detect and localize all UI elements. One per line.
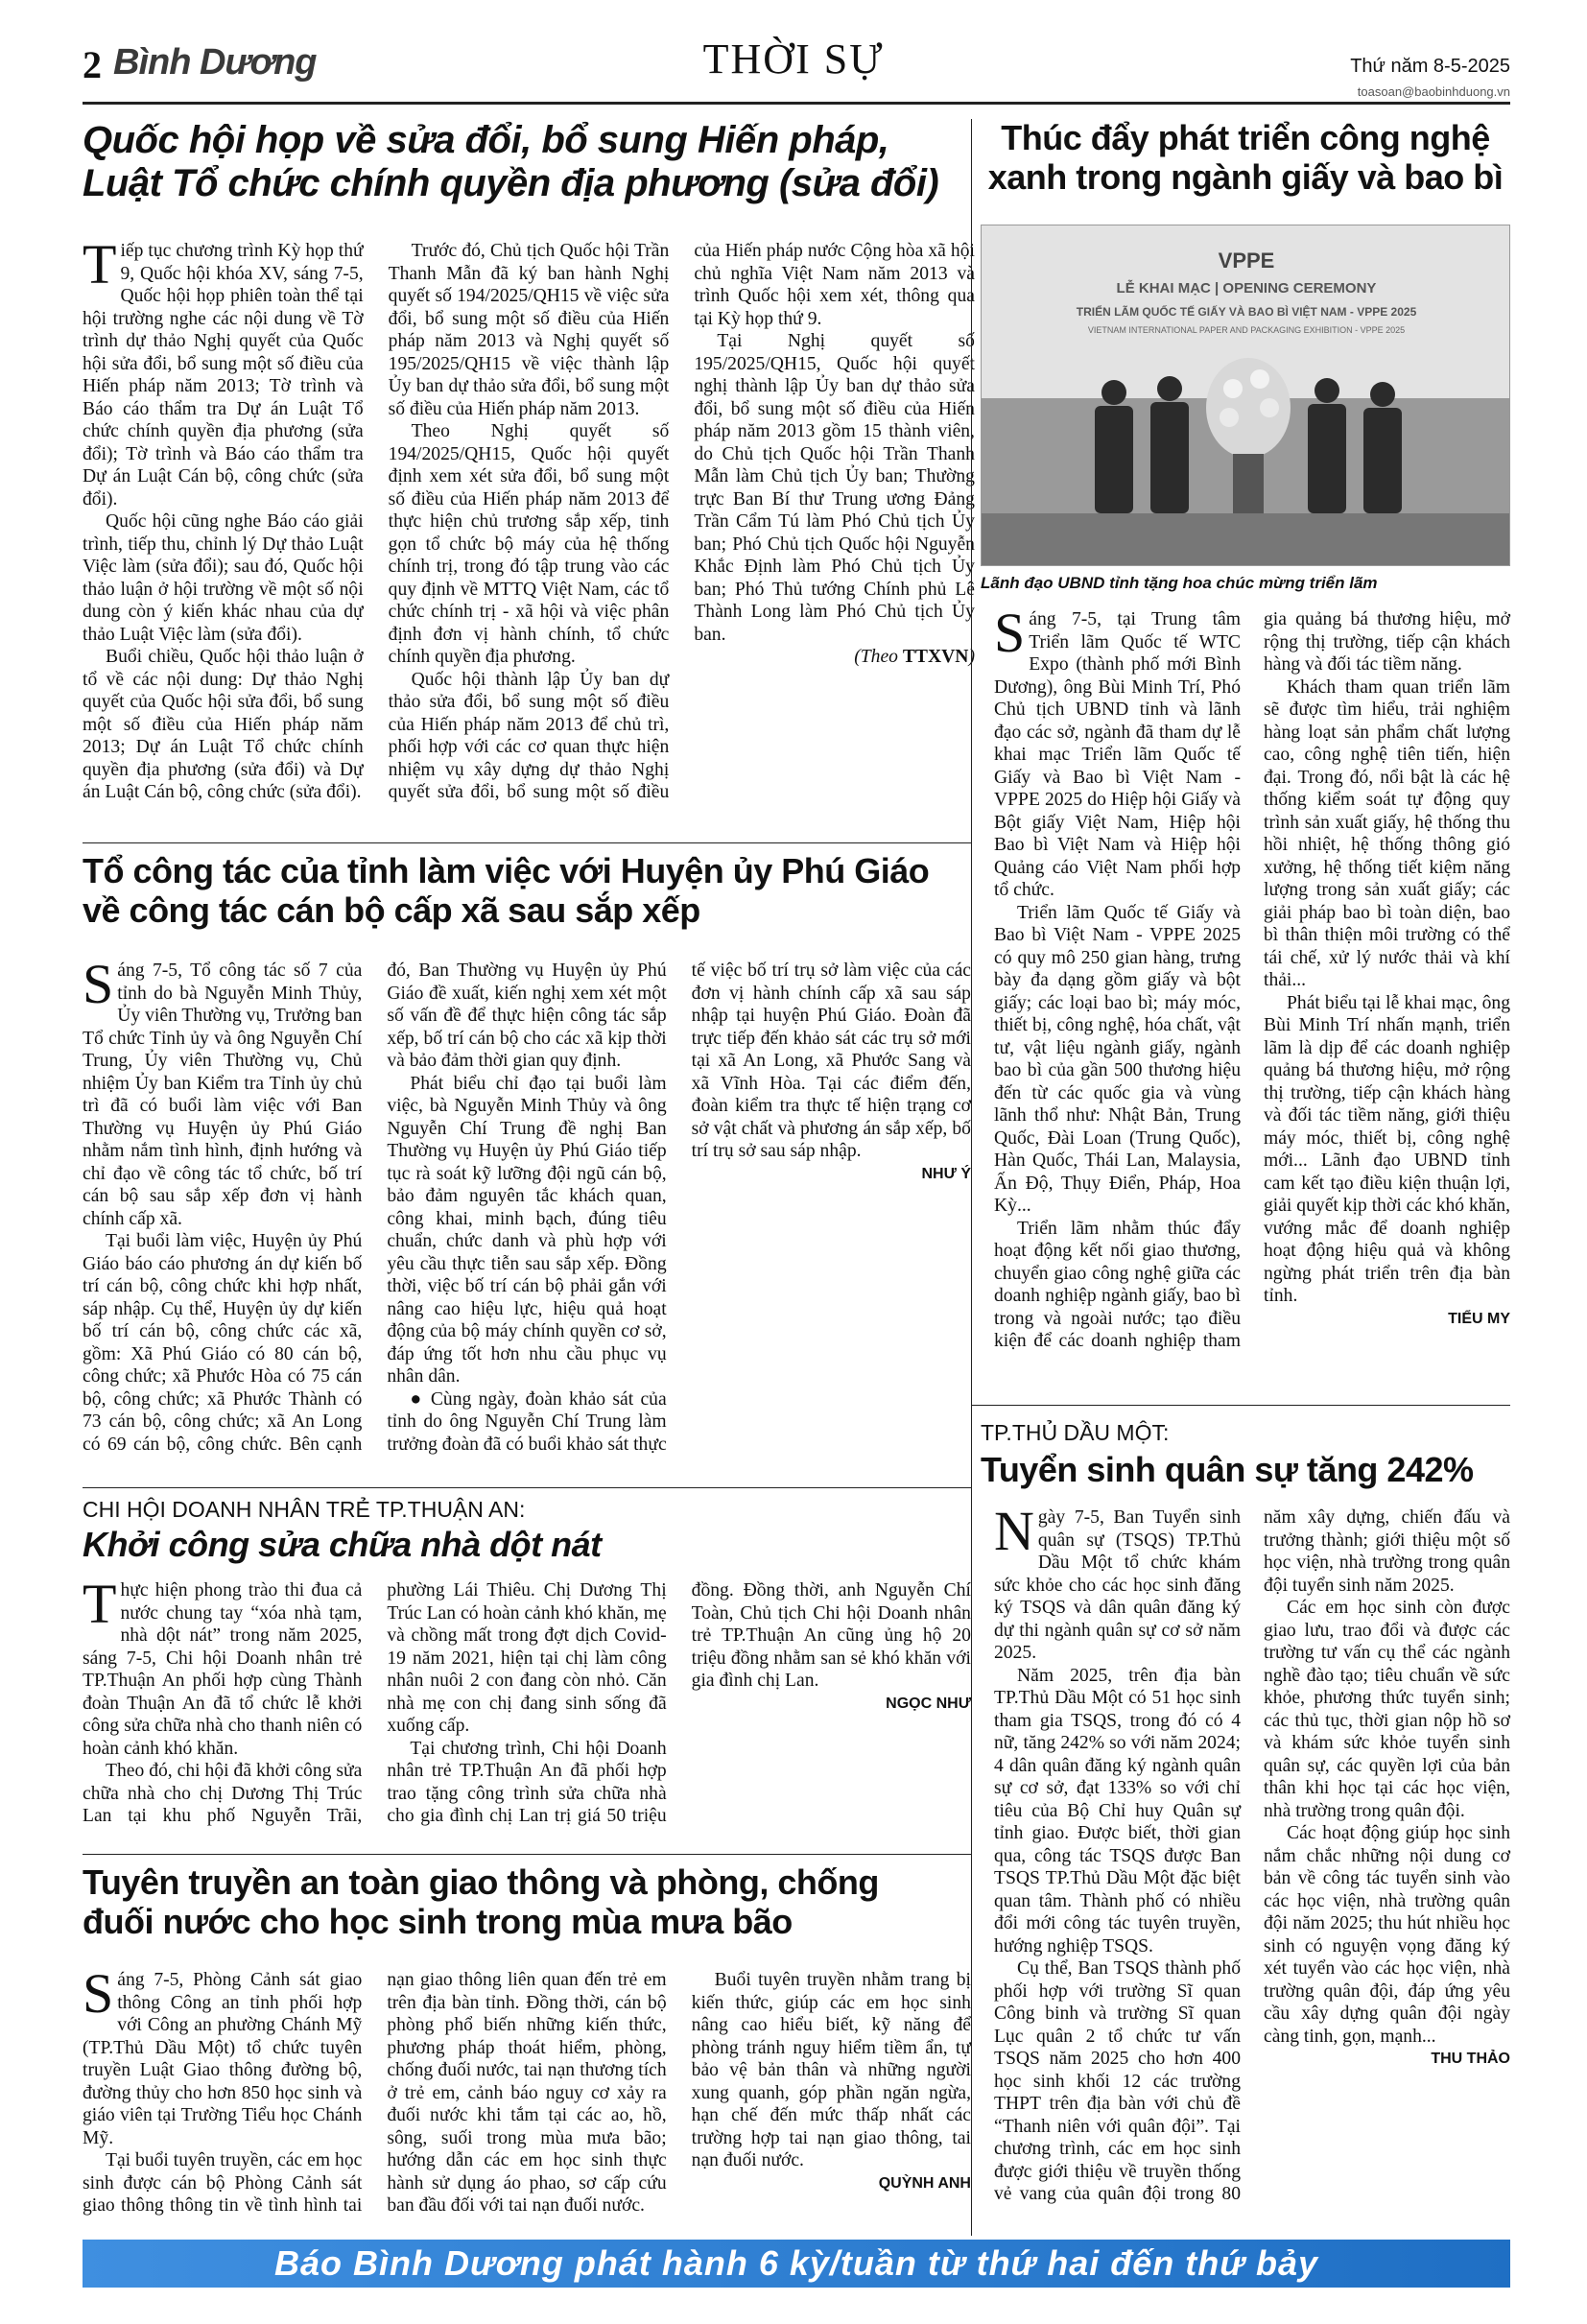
paragraph: Trước đó, Chủ tịch Quốc hội Trần Thanh Mẫn đã ký ban hành Nghị quyết số 194/2025/QH15 về việc sửa đổi, bổ sung một số điều của Hiến pháp năm 2013 và Nghị quyết số 195/2025/QH15 về việc thành lập Ủy ban dự thảo sửa đổi, bổ sung một số điều của Hiến pháp năm 2013. <box>388 241 670 419</box>
article5-body <box>994 1500 1510 2226</box>
masthead-divider <box>83 102 1510 105</box>
article4-byline: NGỌC NHƯ <box>886 1695 971 1712</box>
paragraph: Buổi chiều, Quốc hội thảo luận ở tổ về các nội dung: Dự thảo Nghị quyết của Quốc hội sửa đổi, bổ sung một số điều của Hiến pháp năm 2013; Dự án Luật Tổ chức chính quyền địa phương (sửa đổi) và Dự án Luật Cán bộ, công chức (sửa đổi). <box>83 647 364 802</box>
paragraph: Tại buổi tuyên truyền, các em học sinh được cán bộ Phòng Cảnh sát giao thông thông tin về tình hình tai nạn giao thông liên quan đến trẻ em trên địa bàn tỉnh. Đồng thời, cán bộ phòng phổ biến những kiến thức, phương pháp thoát hiểm, phòng, chống đuối nước, tai nạn thương tích ở trẻ em, cảnh báo nguy cơ xảy ra đuối nước khi tắm tại các ao, hồ, sông, suối trong mùa mưa bão; hướng dẫn các em học sinh thực hành sử dụng áo phao, sơ cấp cứu ban đầu đối với tai nạn đuối nước. <box>83 1970 667 2216</box>
article1-title-line2: Luật Tổ chức chính quyền địa phương (sửa đổi) <box>83 162 939 205</box>
article3-body <box>83 953 971 1468</box>
paragraph: Sáng 7-5, tại Trung tâm Triển lãm Quốc tế WTC Expo (thành phố mới Bình Dương), ông Bùi Minh Trí, Phó Chủ tịch UBND tỉnh và lãnh đạo các sở, ngành đã tham dự lễ khai mạc Triển lãm Quốc tế Giấy và Bao bì Việt Nam - VPPE 2025 do Hiệp hội Giấy và Bột giấy Việt Nam, Hiệp hội Bao bì Việt Nam và Hiệp hội Quảng cáo Việt Nam phối hợp tổ chức. <box>994 602 1241 900</box>
article6-byline: QUỲNH ANH <box>878 2174 971 2192</box>
column-divider <box>971 1405 972 2236</box>
section-title: THỜI SỰ <box>702 36 885 83</box>
article1-body <box>83 233 975 816</box>
article3-title <box>83 852 965 930</box>
paragraph: Phát biểu tại lễ khai mạc, ông Bùi Minh Trí nhấn mạnh, triển lãm là dịp để các doanh nghiệp quảng bá thương hiệu, mở rộng thị trường, tiếp cận khách hàng và đối tác tiềm năng, giới thiệu máy móc, thiết bị, công nghệ mới... Lãnh đạo UBND tỉnh cam kết tạo điều kiện thuận lợi, giải quyết kịp thời các khó khăn, vướng mắc để doanh nghiệp hoạt động hiệu quả và không ngừng phát triển trên địa bàn tỉnh. <box>1264 992 1510 1306</box>
footer-banner: Báo Bình Dương phát hành 6 kỳ/tuần từ thứ hai đến thứ bảy <box>83 2240 1510 2288</box>
photo-text-exhibition-en: VIETNAM INTERNATIONAL PAPER AND PACKAGING EXHIBITION - VPPE 2025 <box>1087 325 1406 335</box>
paragraph: Khách tham quan triển lãm sẽ được tìm hiểu, trải nghiệm hàng loạt sản phẩm chất lượng cao, công nghệ tiên tiến, hiện đại. Trong đó, nổi bật là các hệ thống kiểm soát tự động quy trình sản xuất giấy, hệ thống thu hồi nhiệt, hệ thống thông gió xưởng, hệ thống tiết kiệm năng lượng trong sản xuất giấy; các giải pháp bao bì toàn diện, bao bì thân thiện môi trường có thể tái chế, xử lý nước thải và khí thải... <box>1264 676 1510 990</box>
article1-title-line1: Quốc hội họp về sửa đổi, bổ sung Hiến pháp, <box>83 119 889 161</box>
divider <box>971 1405 1510 1406</box>
contact-email[interactable]: toasoan@baobinhduong.vn <box>1357 84 1510 99</box>
article5-kicker: TP.THỦ DẦU MỘT: <box>981 1420 1170 1445</box>
paragraph: Tại chương trình, Chi hội Doanh nhân trẻ TP.Thuận An đã phối hợp trao tặng công trình sửa chữa nhà cho gia đình chị Lan trị giá 50 triệu đồng. Đồng thời, anh Nguyễn Chí Toàn, Chủ tịch Chi hội Doanh nhân trẻ TP.Thuận An cũng ủng hộ 20 triệu đồng nhằm san sẻ khó khăn với gia đình chị Lan. <box>387 1580 971 1826</box>
photo-brand: VPPE <box>1218 249 1275 273</box>
article5-byline: THU THẢO <box>1431 2051 1510 2067</box>
article3-byline: NHƯ Ý <box>921 1165 971 1182</box>
paragraph: Tại buổi làm việc, Huyện ủy Phú Giáo báo cáo phương án dự kiến bố trí cán bộ, công chức khi hợp nhất, sáp nhập. Cụ thể, Huyện ủy dự kiến bố trí cán bộ, công chức các xã, gồm: Xã Phú Giáo có 80 cán bộ, công chức; xã Phước Hòa có 75 cán bộ, công chức; xã Phước Thành có 73 cán bộ, công chức; xã An Long có 69 cán bộ, công chức. Bên cạnh đó, Ban Thường vụ Huyện ủy Phú Giáo đề xuất, kiến nghị xem xét một số vấn đề để thực hiện công tác sắp xếp, bố trí cán bộ cho các xã kịp thời và bảo đảm thời gian quy định. <box>83 960 667 1455</box>
paragraph: Buổi tuyên truyền nhằm trang bị kiến thức, giúp các em học sinh nâng cao hiểu biết, kỹ năng để phòng tránh nguy hiểm tiềm ẩn, tự bảo vệ bản thân và những người xung quanh, góp phần ngăn ngừa, hạn chế đến mức thấp nhất các trường hợp tai nạn giao thông, tai nạn đuối nước. <box>691 1970 971 2170</box>
paragraph: Thực hiện phong trào thi đua cả nước chung tay “xóa nhà tạm, nhà dột nát” trong năm 2025, sáng 7-5, Chi hội Doanh nhân trẻ TP.Thuận An phối hợp cùng Thành đoàn Thuận An đã tổ chức lễ khởi công sửa chữa nhà cho thanh niên có hoàn cảnh khó khăn. <box>83 1573 363 1759</box>
issue-date: Thứ năm 8-5-2025 <box>1350 56 1510 77</box>
page-number: 2 <box>83 43 102 86</box>
paragraph: Quốc hội cũng nghe Báo cáo giải trình, tiếp thu, chỉnh lý Dự thảo Luật Việc làm (sửa đổi); sau đó, Quốc hội thảo luận ở hội trường về một số nội dung còn ý kiến khác nhau của dự thảo Luật Việc làm (sửa đổi). <box>83 511 364 645</box>
paragraph: Sáng 7-5, Tổ công tác số 7 của tỉnh do bà Nguyễn Minh Thủy, Ủy viên Thường vụ, Trưởng ban Tổ chức Tỉnh ủy và ông Nguyễn Chí Trung, Ủy viên Thường vụ, Chủ nhiệm Ủy ban Kiểm tra Tỉnh ủy chủ trì đã có buổi làm việc với Ban Thường vụ Huyện ủy Phú Giáo nhằm nắm tình hình, định hướng và chỉ đạo về công tác tổ chức, bố trí cán bộ sau sắp xếp đơn vị hành chính cấp xã. <box>83 953 363 1229</box>
article2-byline: TIỂU MY <box>1448 1310 1510 1327</box>
article2-body <box>994 602 1510 1366</box>
divider <box>83 842 971 843</box>
paragraph: Theo Nghị quyết số 194/2025/QH15, Quốc hội quyết định xem xét sửa đổi, bổ sung một số điều của Hiến pháp năm 2013 để thực hiện chủ trương sắp xếp, tinh gọn tổ chức bộ máy của hệ thống chính trị, trong đó tập trung vào các quy định về MTTQ Việt Nam, các tổ chức chính trị - xã hội và việc phân định đơn vị hành chính, tổ chức chính quyền địa phương. <box>388 421 670 667</box>
paragraph: Triển lãm nhằm thúc đẩy hoạt động kết nối giao thương, chuyển giao công nghệ giữa các doanh nghiệp ngành giấy, bao bì trong và ngoài nước; tạo điều kiện để các doanh nghiệp tham gia quảng bá thương hiệu, mở rộng thị trường, tiếp cận khách hàng và đối tác tiềm năng. <box>994 609 1510 1351</box>
paragraph: Tiếp tục chương trình Kỳ họp thứ 9, Quốc hội khóa XV, sáng 7-5, Quốc hội họp phiên toàn thể tại hội trường nghe các nội dung về Tờ trình dự thảo Nghị quyết của Quốc hội sửa đổi, bổ sung một số điều của Hiến pháp năm 2013; Tờ trình và Báo cáo thẩm tra Dự án Luật Tổ chức chính quyền địa phương (sửa đổi); Tờ trình và Báo cáo thẩm tra Dự án Luật Cán bộ, công chức (sửa đổi). <box>83 233 364 510</box>
article5-title: Tuyển sinh quân sự tăng 242% <box>981 1450 1474 1489</box>
article2-title-line1: Thúc đẩy phát triển công nghệ <box>1001 118 1490 157</box>
article3-title-line2: về công tác cán bộ cấp xã sau sắp xếp <box>83 889 700 930</box>
article1-title <box>83 119 946 205</box>
paragraph: Ngày 7-5, Ban Tuyển sinh quân sự (TSQS) TP.Thủ Dầu Một tổ chức khám sức khỏe cho các học sinh đăng ký TSQS và dân quân đăng ký dự thi ngành quân sự cơ sở năm 2025. <box>994 1500 1241 1663</box>
newspaper-logo: Bình Dương <box>113 42 317 83</box>
article6-title <box>83 1863 965 1941</box>
article6-body <box>83 1962 971 2226</box>
article6-title-line1: Tuyên truyền an toàn giao thông và phòng, chống <box>83 1862 879 1902</box>
paragraph: Các em học sinh còn được giao lưu, trao đổi và được các trường tư vấn cụ thể các ngành nghề đào tạo; tiêu chuẩn về sức khỏe, phương thức tuyển sinh; các thủ tục, thời gian nộp hồ sơ và khám sức khỏe tuyển sinh quân sự, các quyền lợi của bản thân khi học tại các học viện, nhà trường trong quân đội. <box>1264 1598 1510 1821</box>
paragraph: Quốc hội thành lập Ủy ban dự thảo sửa đổi, bổ sung một số điều của Hiến pháp năm 2013 để chủ trì, phối hợp với các cơ quan thực hiện nhiệm vụ xây dựng dự thảo Nghị quyết sửa đổi, bổ sung một số điều của Hiến pháp nước Cộng hòa xã hội chủ nghĩa Việt Nam năm 2013 và trình Quốc hội xem xét, thông qua tại Kỳ họp thứ 9. <box>388 241 975 802</box>
paragraph: Cụ thể, Ban TSQS thành phố phối hợp với trường Sĩ quan Công binh và trường Sĩ quan Lục quân 2 tổ chức tư vấn TSQS năm 2025 cho hơn 400 học sinh khối 12 các trường THPT trên địa bàn với chủ đề “Thanh niên với quân đội”. Tại chương trình, các em học sinh được giới thiệu về truyền thống vẻ vang của quân đội trong 80 năm xây dựng, chiến đấu và trưởng thành; giới thiệu một số học viện, nhà trường trong quân đội tuyển sinh năm 2025. <box>994 1507 1510 2204</box>
paragraph: Triển lãm Quốc tế Giấy và Bao bì Việt Nam - VPPE 2025 có quy mô 250 gian hàng, trưng bày đa dạng gồm giấy và bột giấy; các loại bao bì; máy móc, thiết bị, công nghệ, hóa chất, vật tư, vật liệu ngành giấy, ngành bao bì của gần 500 thương hiệu đến từ các quốc gia và vùng lãnh thổ như: Nhật Bản, Trung Quốc, Đài Loan (Trung Quốc), Hàn Quốc, Thái Lan, Malaysia, Ấn Độ, Thụy Điển, Pháp, Hoa Kỳ... <box>994 902 1241 1216</box>
paragraph: Theo đó, chi hội đã khởi công sửa chữa nhà cho chị Dương Thị Trúc Lan tại khu phố Nguyễn Trãi, phường Lái Thiêu. Chị Dương Thị Trúc Lan có hoàn cảnh khó khăn, mẹ và chồng mất trong đợt dịch Covid-19 năm 2021, hiện tại chị làm công nhân nuôi 2 con đang còn nhỏ. Căn nhà mẹ con chị đang sinh sống đã xuống cấp. <box>83 1580 667 1826</box>
photo-text-exhibition: TRIỂN LÃM QUỐC TẾ GIẤY VÀ BAO BÌ VIỆT NAM - VPPE 2025 <box>1076 305 1417 319</box>
article2-title-line2: xanh trong ngành giấy và bao bì <box>987 156 1504 197</box>
article2-title <box>981 119 1510 197</box>
paragraph: Sáng 7-5, Phòng Cảnh sát giao thông Công an tỉnh phối hợp với Công an phường Chánh Mỹ (TP.Thủ Dầu Một) tổ chức tuyên truyền Luật Giao thông đường bộ, đường thủy cho hơn 850 học sinh và giáo viên tại Trường Tiểu học Chánh Mỹ. <box>83 1962 363 2148</box>
divider <box>83 1854 971 1855</box>
article2-photo-caption: Lãnh đạo UBND tỉnh tặng hoa chúc mừng triển lãm <box>981 574 1378 592</box>
source-prefix: (Theo <box>854 647 903 667</box>
article4-title: Khởi công sửa chữa nhà dột nát <box>83 1525 602 1564</box>
article4-kicker: CHI HỘI DOANH NHÂN TRẺ TP.THUẬN AN: <box>83 1497 526 1522</box>
ceremony-photo <box>982 225 1510 566</box>
source-suffix: ) <box>968 647 975 667</box>
photo-text-ceremony: LỄ KHAI MẠC | OPENING CEREMONY <box>1116 280 1377 296</box>
source-name: TTXVN <box>902 647 969 667</box>
paragraph: Các hoạt động giúp học sinh nắm chắc những nội dung cơ bản về công tác tuyển sinh vào các học viện, nhà trường quân đội năm 2025; thu hút nhiều học sinh có nguyện vọng đăng ký xét tuyển vào các học viện, nhà trường quân đội, đáp ứng yêu cầu xây dựng quân đội ngày càng tinh, gọn, mạnh... <box>1264 1823 1510 2047</box>
paragraph: ● Cùng ngày, đoàn khảo sát của tỉnh do ông Nguyễn Chí Trung làm trưởng đoàn đã có buổi khảo sát thực tế việc bố trí trụ sở làm việc của các đơn vị hành chính cấp xã sau sáp nhập tại huyện Phú Giáo. Đoàn đã trực tiếp đến khảo sát các trụ sở mới tại xã An Long, xã Phước Sang và xã Vĩnh Hòa. Tại các điểm đến, đoàn kiểm tra thực tế hiện trạng cơ sở vật chất và phương án sắp xếp, bố trí trụ sở sau sáp nhập. <box>387 960 971 1455</box>
article4-body <box>83 1573 971 1840</box>
article6-title-line2: đuối nước cho học sinh trong mùa mưa bão <box>83 1901 793 1941</box>
divider <box>83 1487 971 1488</box>
article1-source <box>694 646 975 669</box>
paragraph: Tại Nghị quyết số 195/2025/QH15, Quốc hội quyết nghị thành lập Ủy ban dự thảo sửa đổi, bổ sung một số điều của Hiến pháp năm 2013 gồm 15 thành viên, do Chủ tịch Quốc hội Trần Thanh Mẫn làm Chủ tịch Ủy ban; Thường trực Ban Bí thư Trung ương Đảng Trần Cẩm Tú làm Phó Chủ tịch Ủy ban; Phó Chủ tịch Quốc hội Nguyễn Khắc Định làm Phó Chủ tịch Ủy ban; Phó Thủ tướng Chính phủ Lê Thành Long làm Phó Chủ tịch Ủy ban. <box>694 331 975 645</box>
article2-photo <box>981 225 1510 566</box>
paragraph: Năm 2025, trên địa bàn TP.Thủ Dầu Một có 51 học sinh tham gia TSQS, trong đó có 4 nữ, tăng 242% so với năm 2024; 4 dân quân đăng ký ngành quân sự cơ sở, đạt 133% so với chỉ tiêu của Bộ Chỉ huy Quân sự tỉnh giao. Được biết, thời gian qua, công tác TSQS được Ban TSQS TP.Thủ Dầu Một đặc biệt quan tâm. Thành phố có nhiều đổi mới công tác tuyên truyền, hướng nghiệp TSQS. <box>994 1665 1241 1956</box>
paragraph: Phát biểu chỉ đạo tại buổi làm việc, bà Nguyễn Minh Thủy và ông Nguyễn Chí Trung đề nghị Ban Thường vụ Huyện ủy Phú Giáo tiếp tục rà soát kỹ lưỡng đội ngũ cán bộ, bảo đảm nguyên tắc khách quan, công khai, minh bạch, đúng tiêu chuẩn, chức danh và phù hợp với yêu cầu thực tiễn sau sắp xếp. Đồng thời, việc bố trí cán bộ phải gắn với nâng cao hiệu lực, hiệu quả hoạt động của bộ máy chính quyền cơ sở, đáp ứng tốt hơn nhu cầu phục vụ nhân dân. <box>387 1073 667 1387</box>
column-divider <box>971 119 972 1405</box>
article3-title-line1: Tổ công tác của tỉnh làm việc với Huyện ủy Phú Giáo <box>83 851 930 890</box>
